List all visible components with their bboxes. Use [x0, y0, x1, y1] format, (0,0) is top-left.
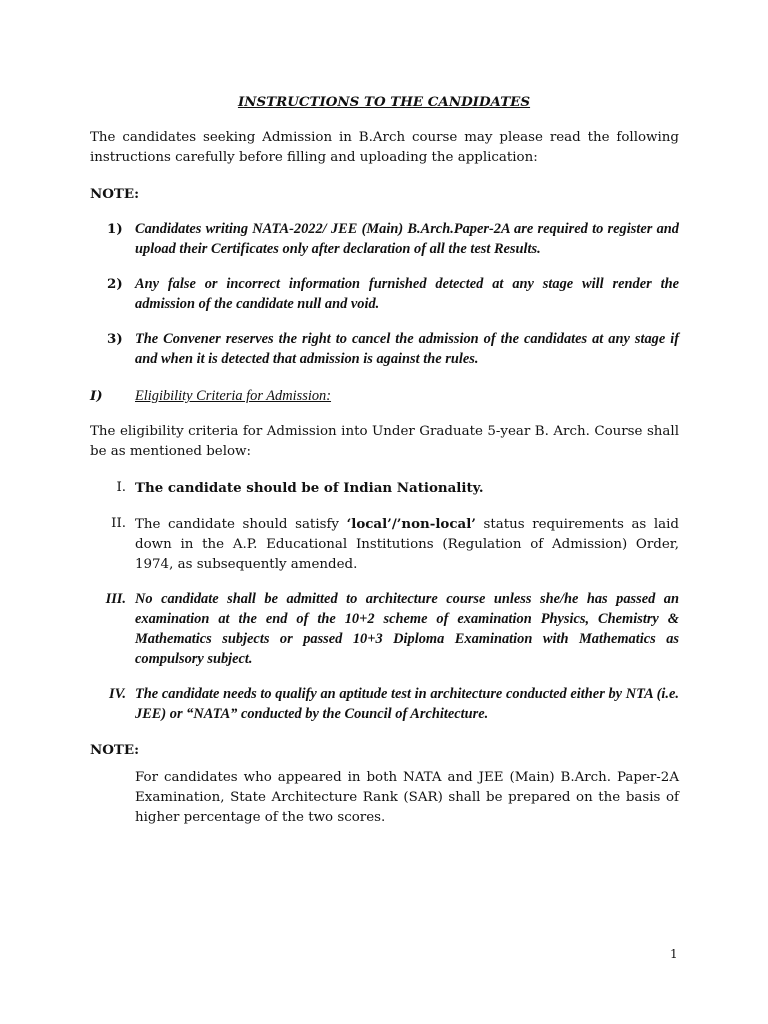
- criteria-text: The candidate needs to qualify an aptitude test in architecture conducted either by NTA (i.e. JEE) or “NATA” conducted by the Council of Architecture.: [135, 686, 679, 722]
- note-item: [107, 274, 679, 314]
- note-item: [107, 329, 679, 369]
- criteria-text-post: status requirements as laid down in the A.P. Educational Institutions (Regulation of Admission) Order, 1974, as subsequently amended.: [135, 517, 679, 572]
- note-number: 3): [107, 331, 123, 347]
- note-number: 1): [107, 221, 123, 237]
- criteria-text-pre: The candidate should satisfy: [135, 517, 347, 532]
- document-title: INSTRUCTIONS TO THE CANDIDATES: [237, 94, 531, 110]
- intro-paragraph: The candidates seeking Admission in B.Arch course may please read the following instructions carefully before filling and uploading the application:: [90, 130, 679, 165]
- eligibility-intro: The eligibility criteria for Admission into Under Graduate 5-year B. Arch. Course shall be as mentioned below:: [90, 424, 679, 459]
- criteria-text: [135, 514, 679, 575]
- section-title: Eligibility Criteria for Admission:: [135, 388, 332, 404]
- final-note: For candidates who appeared in both NATA and JEE (Main) B.Arch. Paper-2A Examination, State Architecture Rank (SAR) shall be prepared on the basis of higher percentage of the two scores.: [135, 770, 679, 825]
- criteria-text: No candidate shall be admitted to architecture course unless she/he has passed an examination at the end of the 10+2 scheme of examination Physics, Chemistry & Mathematics subjects or passed 10+3 Diploma Examination with Mathematics as compulsory subject.: [135, 591, 679, 667]
- section-number: I): [90, 388, 103, 404]
- note-number: 2): [107, 276, 123, 292]
- criteria-item: [90, 514, 679, 575]
- note-text: Candidates writing NATA-2022/ JEE (Main) B.Arch.Paper-2A are required to register and upload their Certificates only after declaration of all the test Results.: [135, 221, 679, 257]
- note-heading-2: NOTE:: [90, 742, 140, 758]
- criteria-item: [90, 589, 679, 669]
- criteria-number: IV.: [109, 686, 126, 702]
- note-text: The Convener reserves the right to cancel the admission of the candidates at any stage if and when it is detected that admission is against the rules.: [135, 331, 679, 367]
- criteria-number: II.: [111, 516, 126, 531]
- criteria-item: [90, 478, 679, 498]
- criteria-number: III.: [105, 591, 126, 607]
- note-heading: NOTE:: [90, 186, 140, 202]
- note-text: Any false or incorrect information furnished detected at any stage will render the admission of the candidate null and void.: [135, 276, 679, 312]
- note-item: [107, 219, 679, 259]
- criteria-number: I.: [116, 480, 126, 495]
- page-number: 1: [670, 947, 678, 961]
- criteria-text: The candidate should be of Indian Nationality.: [135, 480, 484, 496]
- criteria-text-bold: ‘local’/’non-local’: [346, 516, 476, 532]
- criteria-item: [90, 684, 679, 724]
